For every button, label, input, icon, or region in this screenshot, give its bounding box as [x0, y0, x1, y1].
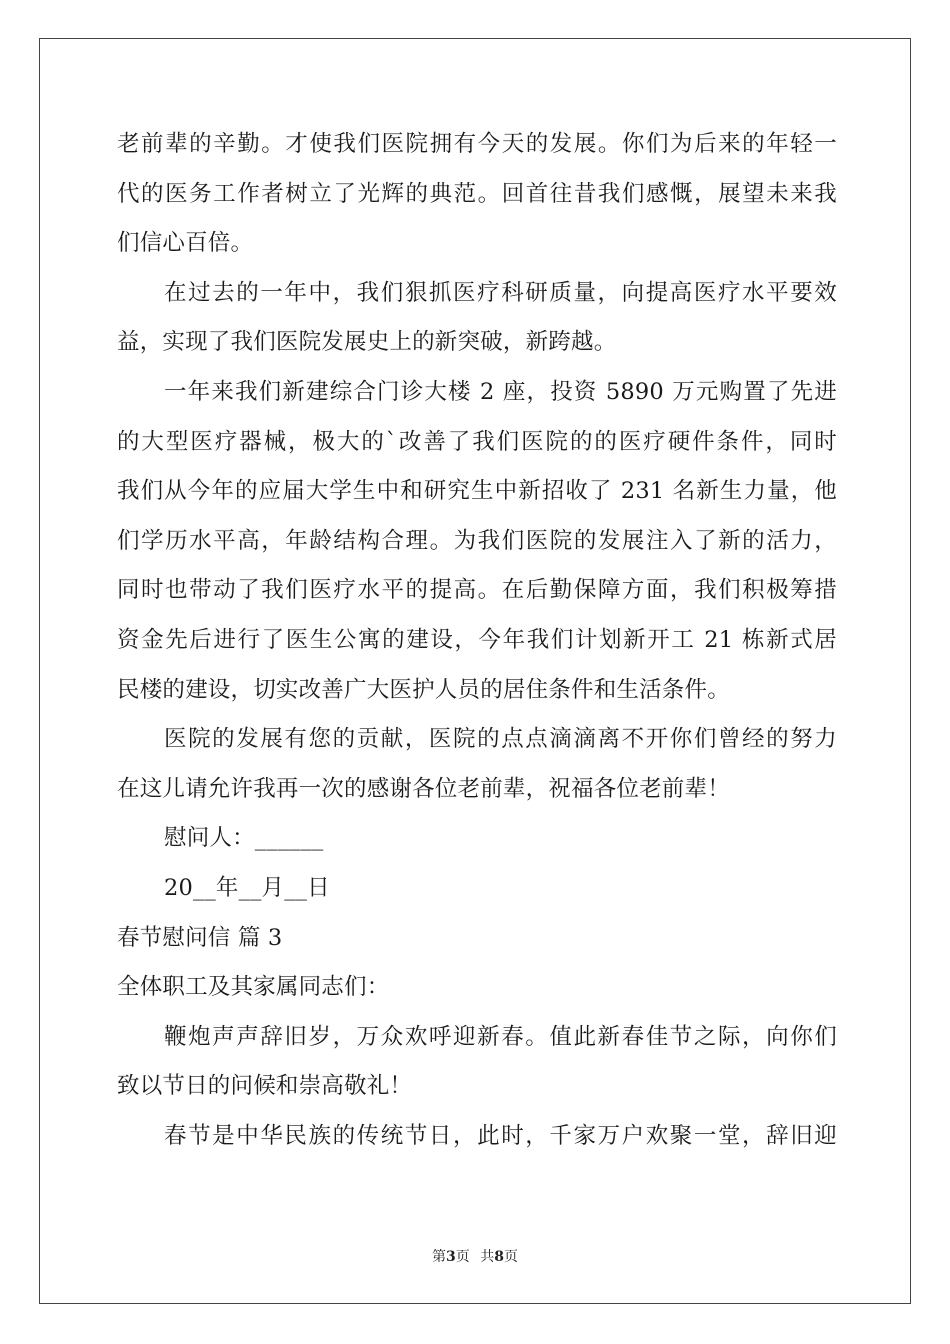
date-line: 20__年__月__日: [164, 874, 330, 901]
paragraph-start-line: 鞭炮声声辞旧岁，万众欢呼迎新春。值此新春佳节之际，向你们: [164, 1023, 837, 1050]
text-line: 老前辈的辛勤。才使我们医院拥有今天的发展。你们为后来的年轻一: [117, 131, 837, 157]
text-line: 们学历水平高，年龄结构合理。为我们医院的发展注入了新的活力，: [117, 527, 837, 554]
text-line: 益，实现了我们医院发展史上的新突破，新跨越。: [117, 329, 617, 356]
text-line: 的大型医疗器械，极大的`改善了我们医院的的医疗硬件条件，同时: [117, 428, 837, 455]
page-current: 3: [446, 1249, 456, 1265]
text-line: 致以节日的问候和崇高敬礼！: [117, 1073, 413, 1100]
text-line: 民楼的建设，切实改善广大医护人员的居住条件和生活条件。: [117, 676, 730, 703]
text-line: 同时也带动了我们医疗水平的提高。在后勤保障方面，我们积极筹措: [117, 577, 837, 604]
paragraph-start-line: 春节是中华民族的传统节日，此时，千家万户欢聚一堂，辞旧迎: [164, 1122, 837, 1149]
total-prefix: 共: [480, 1249, 495, 1265]
paragraph-start-line: 医院的发展有您的贡献，医院的点点滴滴离不开你们曾经的努力: [164, 726, 837, 753]
section-title: 春节慰问信 篇 3: [117, 924, 283, 951]
text-line: 资金先后进行了医生公寓的建设，今年我们计划新开工 21 栋新式居: [117, 626, 837, 653]
text-line: 我们从今年的应届大学生中和研究生中新招收了 231 名新生力量，他: [117, 478, 837, 505]
salutation-line: 全体职工及其家属同志们：: [117, 974, 390, 1001]
text-line: 在这儿请允许我再一次的感谢各位老前辈，祝福各位老前辈！: [117, 775, 730, 802]
signature-line: 慰问人：______: [164, 825, 324, 852]
total-count: 8: [494, 1249, 504, 1265]
document-body: [117, 120, 837, 1161]
page-number: [432, 1249, 470, 1265]
text-line: 们信心百倍。: [117, 230, 254, 257]
paragraph-start-line: 一年来我们新建综合门诊大楼 2 座，投资 5890 万元购置了先进: [164, 378, 837, 405]
text-line: 代的医务工作者树立了光辉的典范。回首往昔我们感慨，展望未来我: [117, 180, 837, 207]
paragraph-start-line: 在过去的一年中，我们狠抓医疗科研质量，向提高医疗水平要效: [164, 279, 837, 306]
page-total: [480, 1249, 518, 1265]
page-unit: 页: [455, 1249, 470, 1265]
total-unit: 页: [503, 1249, 518, 1265]
page-prefix: 第: [432, 1249, 447, 1265]
page-footer: [0, 1246, 950, 1266]
